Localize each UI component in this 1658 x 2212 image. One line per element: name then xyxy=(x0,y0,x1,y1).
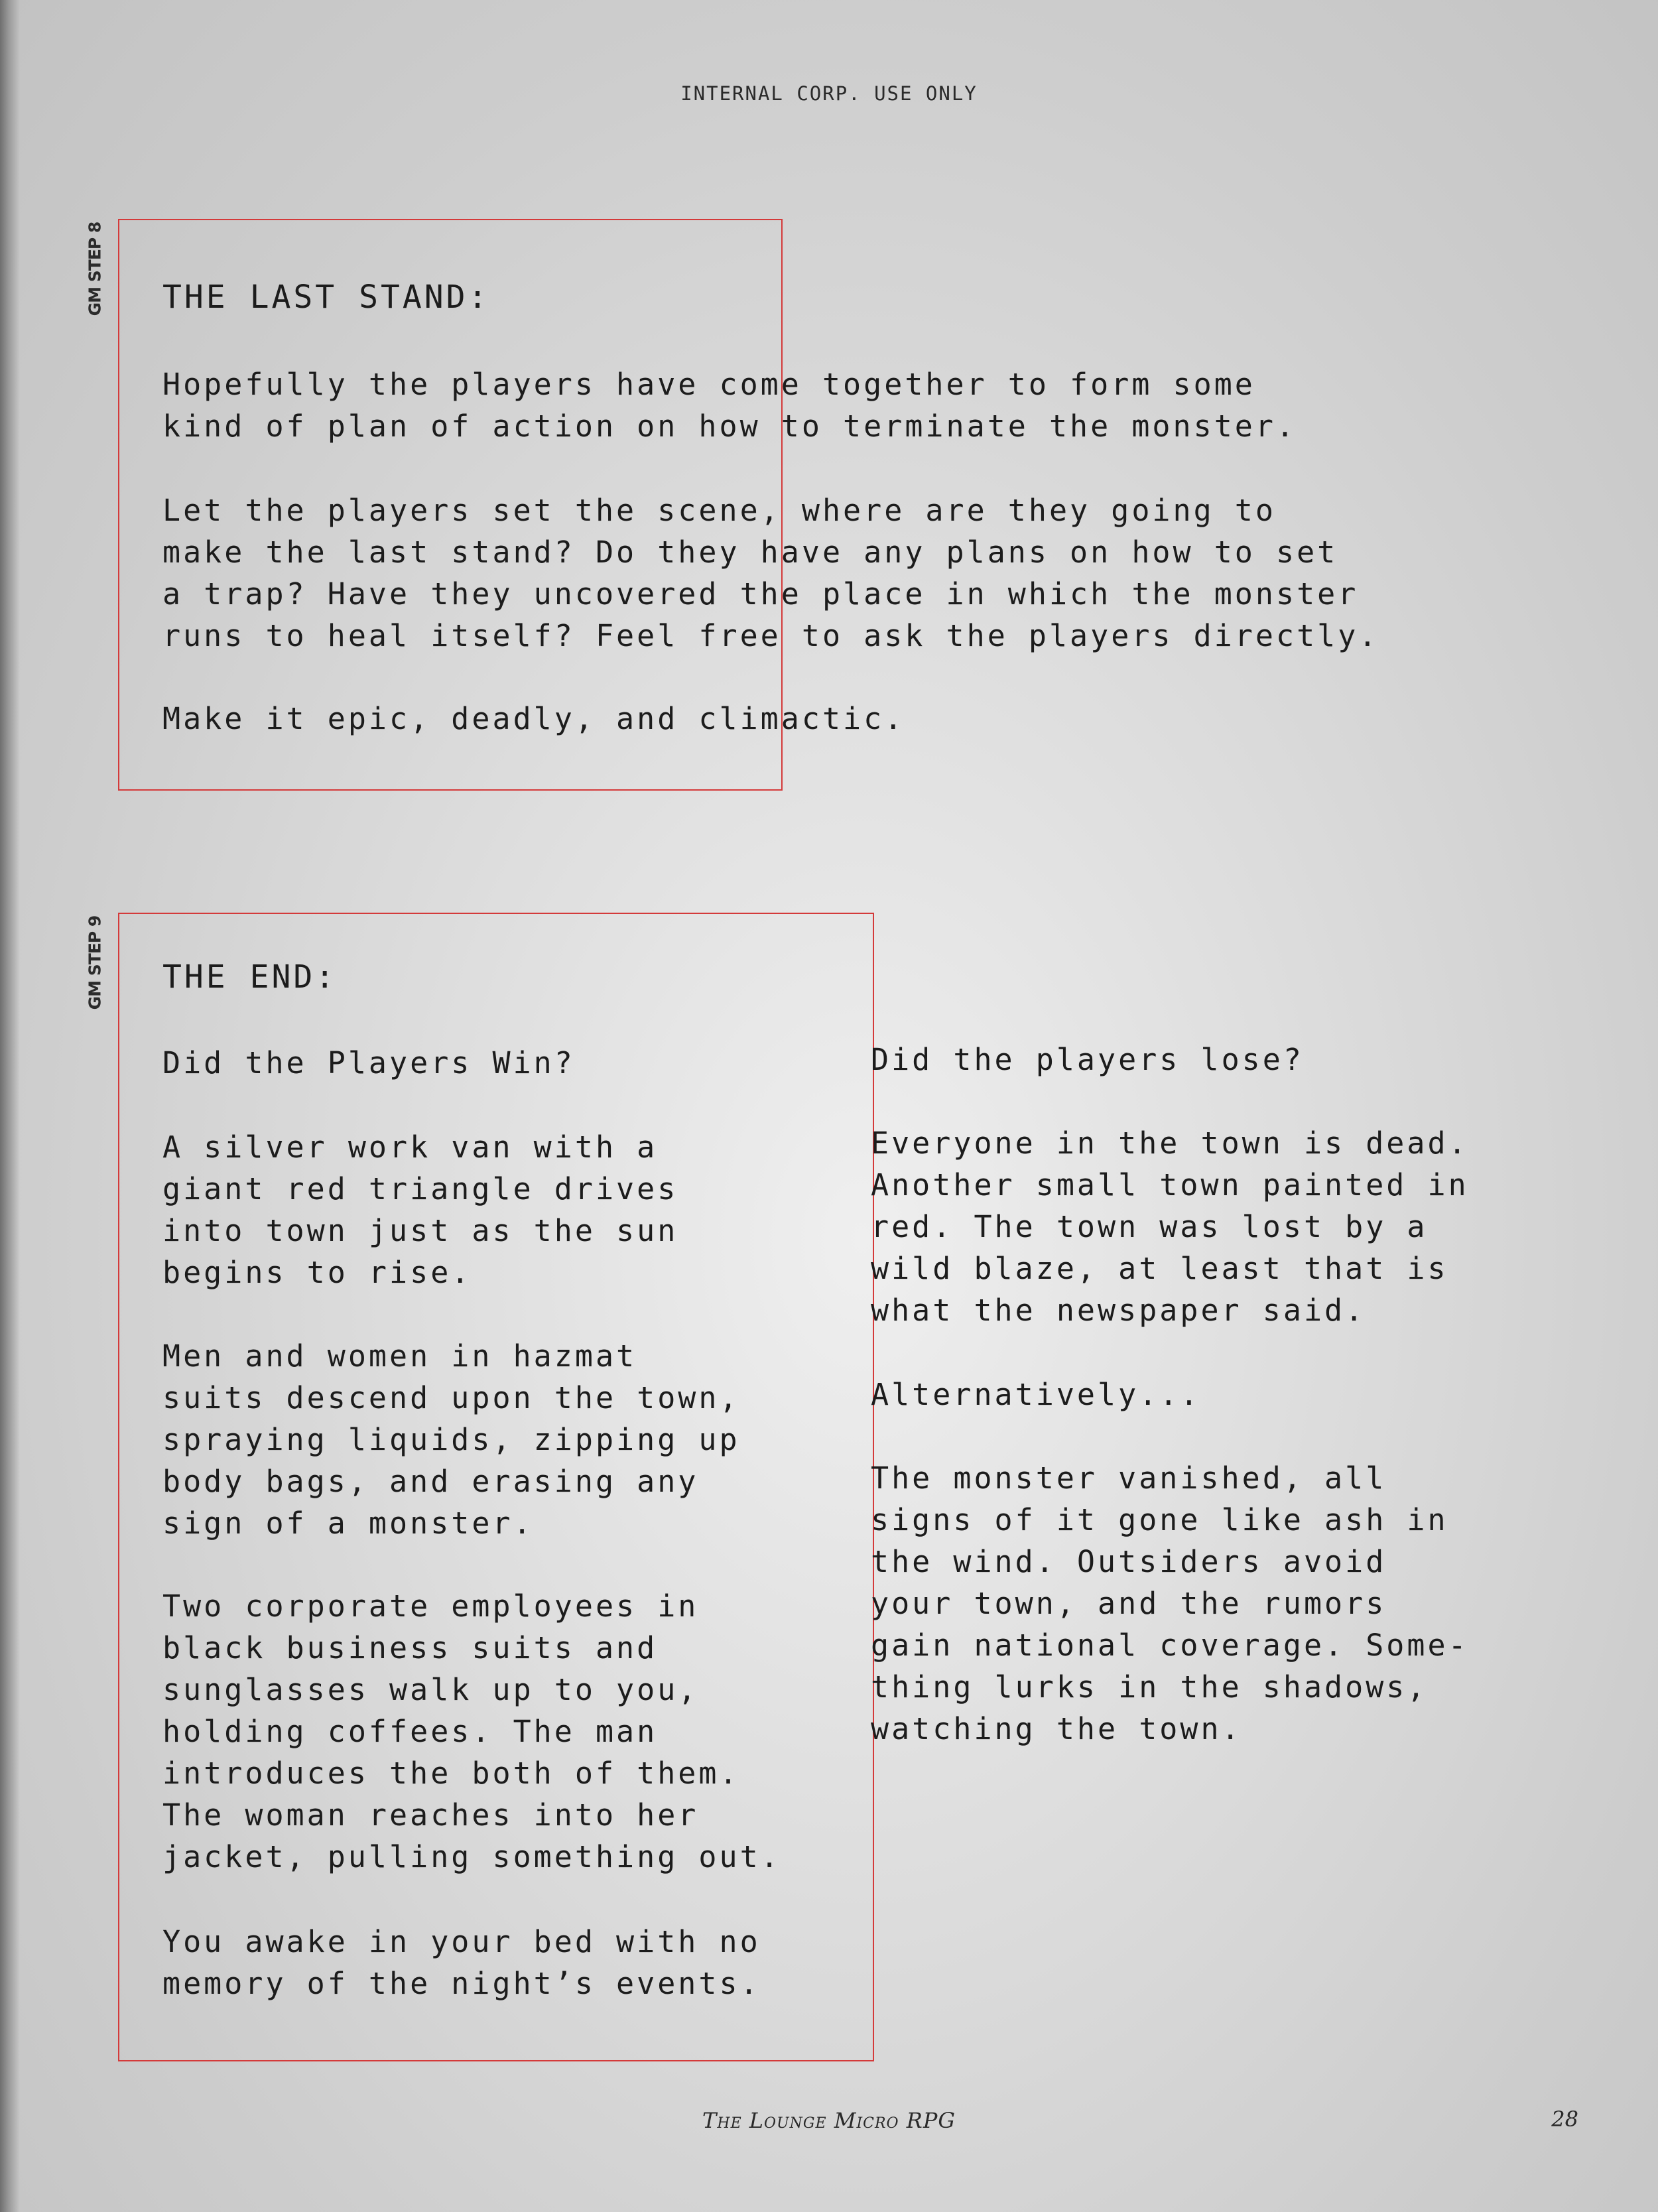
players-lose-heading: Did the players lose? xyxy=(871,1042,1304,1077)
players-win-heading: Did the Players Win? xyxy=(162,1045,575,1080)
last-stand-paragraph: Let the players set the scene, where are they going to make the last stand? Do they have any plans on how to set a trap? Have they uncovered the place in which the monster runs to heal itself? Feel free to ask the players directly. xyxy=(162,493,1379,653)
players-win-paragraph: You awake in your bed with no memory of the night’s events. xyxy=(162,1924,761,2001)
players-lose-paragraph: The monster vanished, all signs of it gone like ash in the wind. Outsiders avoid your town, and the rumors gain national coverage. Some- thing lurks in the shadows, watching the town. xyxy=(871,1461,1469,1746)
the-end-title: THE END: xyxy=(162,958,338,996)
players-win-paragraph: Men and women in hazmat suits descend upon the town, spraying liquids, zipping up body bags, and erasing any sign of a monster. xyxy=(162,1338,740,1541)
players-lose-paragraph: Everyone in the town is dead. Another small town painted in red. The town was lost by a wild blaze, at least that is what the newspaper said. xyxy=(871,1126,1469,1328)
last-stand-paragraph: Hopefully the players have come together to form some kind of plan of action on how to terminate the monster. xyxy=(162,367,1297,444)
players-win-paragraph: Two corporate employees in black business suits and sunglasses walk up to you, holding coffees. The man introduces the both of them. The woman reaches into her jacket, pulling something out. xyxy=(162,1589,781,1874)
last-stand-title: THE LAST STAND: xyxy=(162,279,490,316)
page-edge-shadow xyxy=(0,0,20,2212)
gm-step-9-tab: GM STEP 9 xyxy=(85,915,105,1010)
players-lose-paragraph: Alternatively... xyxy=(871,1377,1201,1412)
players-win-paragraph: A silver work van with a giant red triangle drives into town just as the sun begins to rise. xyxy=(162,1130,678,1290)
last-stand-paragraph: Make it epic, deadly, and climactic. xyxy=(162,701,905,736)
gm-step-8-tab: GM STEP 8 xyxy=(85,222,105,316)
internal-use-notice: INTERNAL CORP. USE ONLY xyxy=(680,82,978,105)
page-number: 28 xyxy=(1551,2107,1578,2132)
book-title-footer: The Lounge Micro RPG xyxy=(702,2108,956,2133)
